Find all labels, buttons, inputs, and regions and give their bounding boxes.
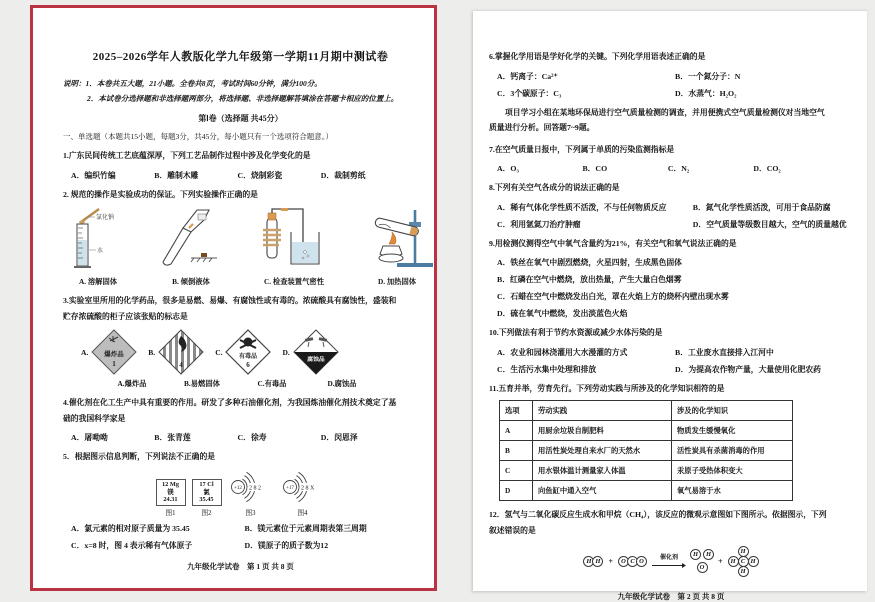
catalyst-label: 催化剂 [659, 554, 678, 561]
q3-caption-b: B.易燃固体 [184, 379, 220, 388]
svg-text:4: 4 [179, 361, 183, 369]
q3-caption-a: A.爆炸品 [117, 379, 147, 388]
nacl-label: 氯化钠 [96, 215, 115, 221]
fig-pour-liquid [149, 206, 233, 287]
th-knowledge: 涉及的化学知识 [672, 401, 793, 421]
bohr-diagram-mg [228, 470, 274, 517]
q8-option-a: A．稀有气体化学性质不活泼，不与任何物质反应 [497, 202, 667, 212]
bohr-model-mg-icon [228, 470, 274, 504]
fig-check-airtightness [251, 206, 337, 287]
q8-option-d: D．空气质量等级数目越大，空气的质量越优 [692, 219, 847, 229]
fig2-label: 图2 [201, 509, 212, 517]
context-7-9-line2: 质量进行分析。回答题7~9题。 [489, 123, 595, 132]
bohr-model-cl-icon [280, 470, 326, 504]
q6-option-a: A．钙离子：Ca²⁺ [497, 71, 558, 81]
question-5-options-row1 [63, 523, 418, 534]
q6-option-b: B．一个氮分子：N [675, 71, 741, 81]
q10-option-b: B．工业废水直接排入江河中 [675, 347, 774, 357]
svg-text:腐蚀品: 腐蚀品 [307, 357, 325, 363]
question-5-options-row2 [63, 540, 418, 551]
cl-mass: 35.45 [199, 496, 214, 503]
hazard-letter-c: C. [215, 347, 223, 357]
q3-caption-d: D.腐蚀品 [327, 379, 357, 388]
question-1-options [63, 170, 418, 181]
exam-page-1 [30, 5, 437, 591]
svg-text:+12: +12 [233, 485, 242, 491]
q6-option-d: D．水蒸气：H₂O₂ [675, 88, 737, 98]
q2-caption-a: A. 溶解固体 [78, 277, 118, 286]
question-8-stem: 8.下列有关空气各成分的说法正确的是 [489, 183, 620, 192]
airtightness-illustration [251, 206, 337, 270]
question-2-stem: 2. 规范的操作是实验成功的保证。下列实验操作正确的是 [63, 189, 258, 199]
page-2-footer: 九年级化学试卷 第 2 页 共 8 页 [617, 592, 725, 601]
page-title: 2025–2026学年人教版化学九年级第一学期11月期中测试卷 [92, 51, 389, 63]
question-2-figures [63, 206, 418, 287]
question-1-stem: 1.广东民间传统工艺底蕴深厚，下列工艺品制作过程中涉及化学变化的是 [63, 151, 311, 160]
q7-option-c: C．N₂ [667, 164, 690, 173]
row-d-letter: D [500, 481, 533, 501]
row-d-practice: 向鱼缸中通入空气 [533, 481, 672, 501]
ch4-molecule: H H C H H [728, 546, 759, 577]
h2-molecule: H H [583, 556, 603, 567]
svg-text:2 8 X: 2 8 X [300, 485, 314, 491]
q9-option-d: D．硫在氧气中燃烧，发出淡蓝色火焰 [497, 309, 628, 318]
question-3-stem-line2: 贮存浓硫酸的柜子应该张贴的标志是 [63, 311, 188, 321]
row-b-practice: 用活性炭处理自来水厂的天然水 [533, 441, 672, 461]
toxic-diamond-icon [224, 328, 272, 376]
heating-solid-illustration [355, 206, 439, 270]
note-line-2: 2．本试卷分选择题和非选择题两部分，将选择题、非选择题解答填涂在答题卡相应的位置上。 [87, 94, 399, 103]
q9-option-b-row [489, 274, 853, 285]
question-3-symbols [63, 328, 418, 376]
mg-mass: 24.31 [163, 496, 178, 503]
fig-dissolve-solid [65, 206, 131, 287]
graduated-cylinder-illustration [65, 206, 131, 270]
plus-sign: + [718, 557, 723, 566]
note-line-1: 说明：1．本卷共五大题，21小题。全卷共8页，考试时间60分钟，满分100分。 [63, 79, 322, 88]
q7-option-a: A．O₃ [497, 164, 519, 173]
svg-text:+17: +17 [285, 485, 294, 491]
svg-text:爆炸品: 爆炸品 [104, 351, 125, 358]
co2-molecule: O C O [618, 556, 647, 567]
cl-number-symbol: 17 Cl [199, 481, 214, 488]
table-row [500, 481, 793, 501]
th-option: 选项 [500, 401, 533, 421]
question-5-stem: 5．根据图示信息判断，下列说法不正确的是 [63, 452, 216, 461]
q8-option-c: C．利用氩氦刀治疗肿瘤 [497, 219, 581, 229]
table-header-row [500, 401, 793, 421]
svg-text:2 8 2: 2 8 2 [248, 485, 261, 491]
mg-name: 镁 [167, 488, 174, 496]
q10-option-a: A．农业和园林浇灌用大水漫灌的方式 [497, 347, 628, 357]
row-c-knowledge: 汞原子受热体积变大 [672, 461, 793, 481]
table-row [500, 421, 793, 441]
q2-caption-c: C. 检查装置气密性 [264, 277, 324, 286]
q2-caption-b: B. 倾倒液体 [172, 277, 210, 286]
question-11-table [499, 400, 793, 501]
q9-option-a-row [489, 257, 853, 268]
q1-option-c: C．烧制彩瓷 [237, 170, 283, 180]
fig1-label: 图1 [165, 509, 176, 517]
q8-option-b: B．氮气化学性质活泼，可用于食品防腐 [692, 202, 831, 212]
hazard-corrosive [282, 328, 339, 376]
table-row [500, 441, 793, 461]
svg-text:1: 1 [112, 360, 117, 368]
row-a-knowledge: 物质发生缓慢氧化 [672, 421, 793, 441]
q5-option-a: A．氯元素的相对原子质量为 35.45 [71, 523, 190, 533]
row-c-practice: 用水银体温计测量家人体温 [533, 461, 672, 481]
corrosive-diamond-icon [292, 328, 340, 376]
q5-option-c: C．x=8 时，图 4 表示稀有气体原子 [71, 540, 193, 550]
q1-option-d: D．裁制剪纸 [320, 170, 366, 180]
q7-option-d: D．CO₂ [753, 164, 781, 173]
mg-number-symbol: 12 Mg [162, 481, 179, 488]
element-box-mg [156, 479, 186, 517]
hazard-toxic [215, 328, 272, 376]
hazard-explosive [81, 328, 138, 376]
question-6-options-row1 [489, 71, 853, 82]
question-7-stem: 7.在空气质量日报中，下列属于单质的污染监测指标是 [489, 144, 675, 154]
fig-heat-solid [355, 206, 439, 287]
question-3-stem-line1: 3.实验室里所用的化学药品，很多是易燃、易爆、有腐蚀性或有毒的。浓硫酸具有腐蚀性，盛装和 [63, 296, 397, 305]
exam-page-2 [473, 10, 867, 601]
row-a-practice: 用厨余垃圾自制肥料 [533, 421, 672, 441]
question-9-stem: 9.用检测仪测得空气中氧气含量约为21%，有关空气和氧气说法正确的是 [489, 238, 737, 248]
q4-option-c: C．徐寿 [237, 433, 267, 442]
q4-option-a: A．屠呦呦 [71, 433, 108, 442]
q1-option-a: A．编织竹编 [71, 170, 116, 180]
bohr-diagram-cl [280, 470, 326, 517]
hazard-letter-d: D. [282, 347, 290, 357]
question-12-reaction-diagram [489, 546, 853, 577]
q4-option-b: B．张青莲 [154, 433, 191, 442]
row-b-letter: B [500, 441, 533, 461]
row-d-knowledge: 氧气易溶于水 [672, 481, 793, 501]
q4-option-d: D．闵恩泽 [320, 433, 358, 442]
pouring-liquid-illustration [149, 206, 233, 270]
question-7-options [489, 163, 853, 174]
row-c-letter: C [500, 461, 533, 481]
svg-text:6: 6 [246, 361, 251, 369]
context-7-9-line1: 项目学习小组在某地环保局进行空气质量检测的调查，并用便携式空气质量检测仪对当地空气 [505, 107, 825, 117]
q10-option-d: D．为提高农作物产量，大量使用化肥农药 [675, 364, 821, 374]
q2-caption-d: D. 加热固体 [377, 277, 417, 286]
explosive-diamond-icon [90, 328, 138, 376]
question-10-options-row2 [489, 364, 853, 375]
fig4-label: 图4 [297, 509, 308, 517]
q6-option-c: C．3个碳原子：C₃ [497, 88, 562, 98]
q9-option-b: B．红磷在空气中燃烧，放出热量，产生大量白色烟雾 [497, 275, 682, 284]
question-12-stem-line1: 12．氢气与二氧化碳反应生成水和甲烷（CH₄），该反应的微观示意图如下图所示。依据图示，下列 [489, 510, 827, 519]
q10-option-c: C．生活污水集中处理和排放 [497, 364, 597, 374]
question-8-options-row2 [489, 219, 853, 230]
page-1-footer: 九年级化学试卷 第 1 页 共 8 页 [187, 561, 294, 571]
question-11-stem: 11.五育并举，劳育先行。下列劳动实践与所涉及的化学知识相符的是 [489, 383, 725, 393]
question-4-stem-line2: 础的我国科学家是 [63, 413, 126, 423]
flammable-solid-diamond-icon [157, 328, 205, 376]
q3-caption-c: C.有毒品 [257, 379, 287, 388]
q9-option-a: A．铁丝在氧气中剧烈燃烧，火星四射，生成黑色固体 [497, 258, 682, 267]
question-8-options-row1 [489, 202, 853, 213]
h2o-molecule: H H O [691, 549, 713, 574]
section-1-subheader: 一、单选题（本题共15小题，每题3分，共45分，每小题只有一个选项符合题意。） [63, 132, 333, 141]
th-practice: 劳动实践 [533, 401, 672, 421]
plus-sign: + [608, 557, 613, 566]
q5-option-b: B．镁元素位于元素周期表第三周期 [244, 523, 367, 533]
water-label: 水 [97, 248, 104, 255]
question-4-stem-line1: 4.催化剂在化工生产中具有重要的作用。研发了多种石油催化剂，为我国炼油催化剂技术奠定了基 [63, 398, 397, 407]
q9-option-d-row [489, 308, 853, 319]
table-row [500, 461, 793, 481]
q7-option-b: B．CO [582, 164, 608, 173]
question-12-stem-line2: 叙述错误的是 [489, 525, 536, 535]
catalyst-arrow [652, 555, 686, 569]
question-4-options [63, 432, 418, 443]
exam-notes [63, 76, 418, 106]
q9-option-c-row [489, 291, 853, 302]
hazard-letter-b: B. [148, 347, 156, 357]
fig3-label: 图3 [245, 509, 256, 517]
question-6-stem: 6.掌握化学用语是学好化学的关键。下列化学用语表述正确的是 [489, 52, 706, 61]
q5-option-d: D．镁原子的质子数为12 [244, 540, 329, 550]
hazard-letter-a: A. [81, 347, 89, 357]
q9-option-c: C．石蜡在空气中燃烧发出白光，罩在火焰上方的烧杯内壁出现水雾 [497, 292, 729, 301]
question-10-options-row1 [489, 347, 853, 358]
cl-name: 氯 [203, 488, 210, 496]
question-5-figures [63, 470, 418, 517]
section-1-header: 第Ⅰ卷（选择题 共45分） [198, 114, 283, 123]
svg-text:有毒品: 有毒品 [239, 354, 258, 360]
question-3-captions [63, 379, 418, 389]
element-box-cl [192, 479, 222, 517]
row-a-letter: A [500, 421, 533, 441]
question-10-stem: 10.下列做法有利于节约水资源或减少水体污染的是 [489, 328, 663, 337]
reaction-arrow-icon [652, 562, 686, 569]
question-6-options-row2 [489, 88, 853, 99]
q1-option-b: B．雕制木雕 [154, 170, 199, 180]
row-b-knowledge: 活性炭具有杀菌消毒的作用 [672, 441, 793, 461]
hazard-flammable-solid [148, 328, 205, 376]
